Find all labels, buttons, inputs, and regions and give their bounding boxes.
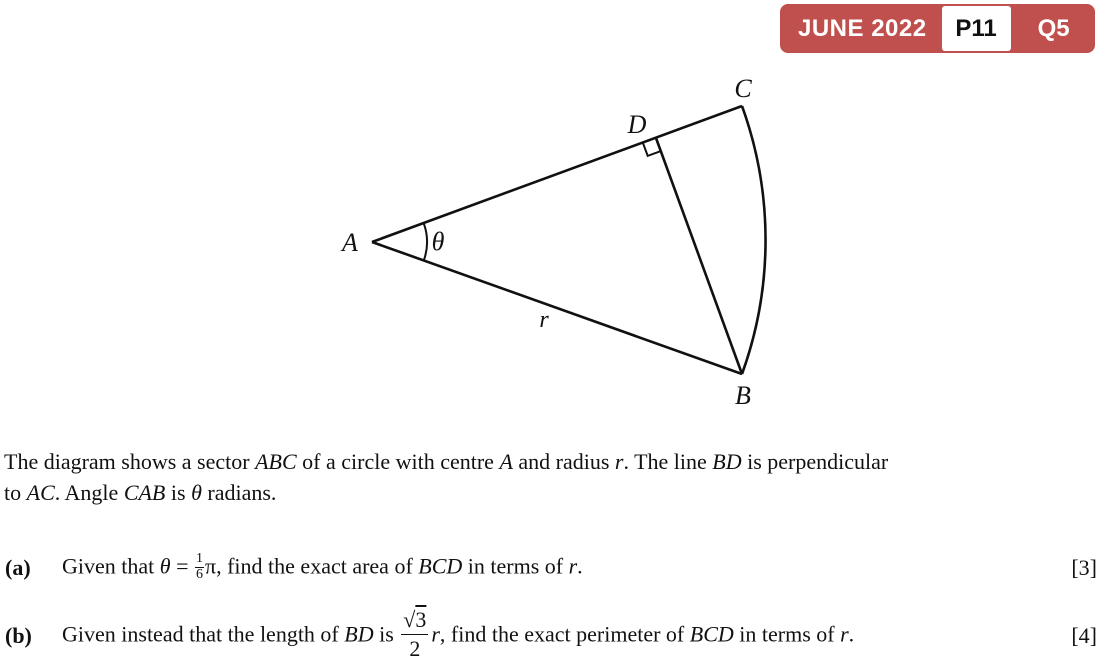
part-b-label: (b) — [5, 623, 32, 648]
label-point-D: D — [627, 110, 647, 139]
theta-angle-arc — [424, 223, 427, 261]
part-b-text: Given instead that the length of BD is $\frac{√3}{2}$ r, find the exact perimeter of BCD in terms of r. — [62, 606, 855, 661]
arc-CB — [742, 106, 766, 374]
question-description — [4, 446, 1098, 508]
badge-paper — [942, 6, 1011, 51]
part-a-marks: [3] — [1071, 555, 1097, 580]
label-vertex-C: C — [734, 74, 752, 103]
label-angle-theta: θ — [431, 227, 445, 256]
label-vertex-B: B — [735, 381, 751, 410]
label-vertex-A: A — [342, 228, 358, 257]
question-badge — [780, 4, 1095, 53]
label-radius-r: r — [539, 307, 549, 333]
description-line-2: to AC. Angle CAB is θ radians. — [4, 480, 277, 505]
part-a-label: (a) — [5, 555, 31, 580]
badge-paper-label: P11 — [955, 14, 997, 42]
question-part-a — [5, 546, 1097, 590]
part-b-marks: [4] — [1071, 623, 1097, 648]
question-part-b — [5, 601, 1097, 670]
part-a-text: Given that θ = $\frac{1}{6}$ π, find the exact area of BCD in terms of r. — [62, 550, 583, 582]
sector-diagram — [330, 60, 790, 420]
badge-question: Q5 — [1037, 14, 1070, 42]
line-DB — [656, 138, 742, 374]
description-line-1: The diagram shows a sector ABC of a circle with centre A and radius r. The line BD is perpendicular — [4, 449, 889, 474]
line-AB — [372, 242, 742, 374]
badge-session: JUNE 2022 — [798, 14, 927, 42]
